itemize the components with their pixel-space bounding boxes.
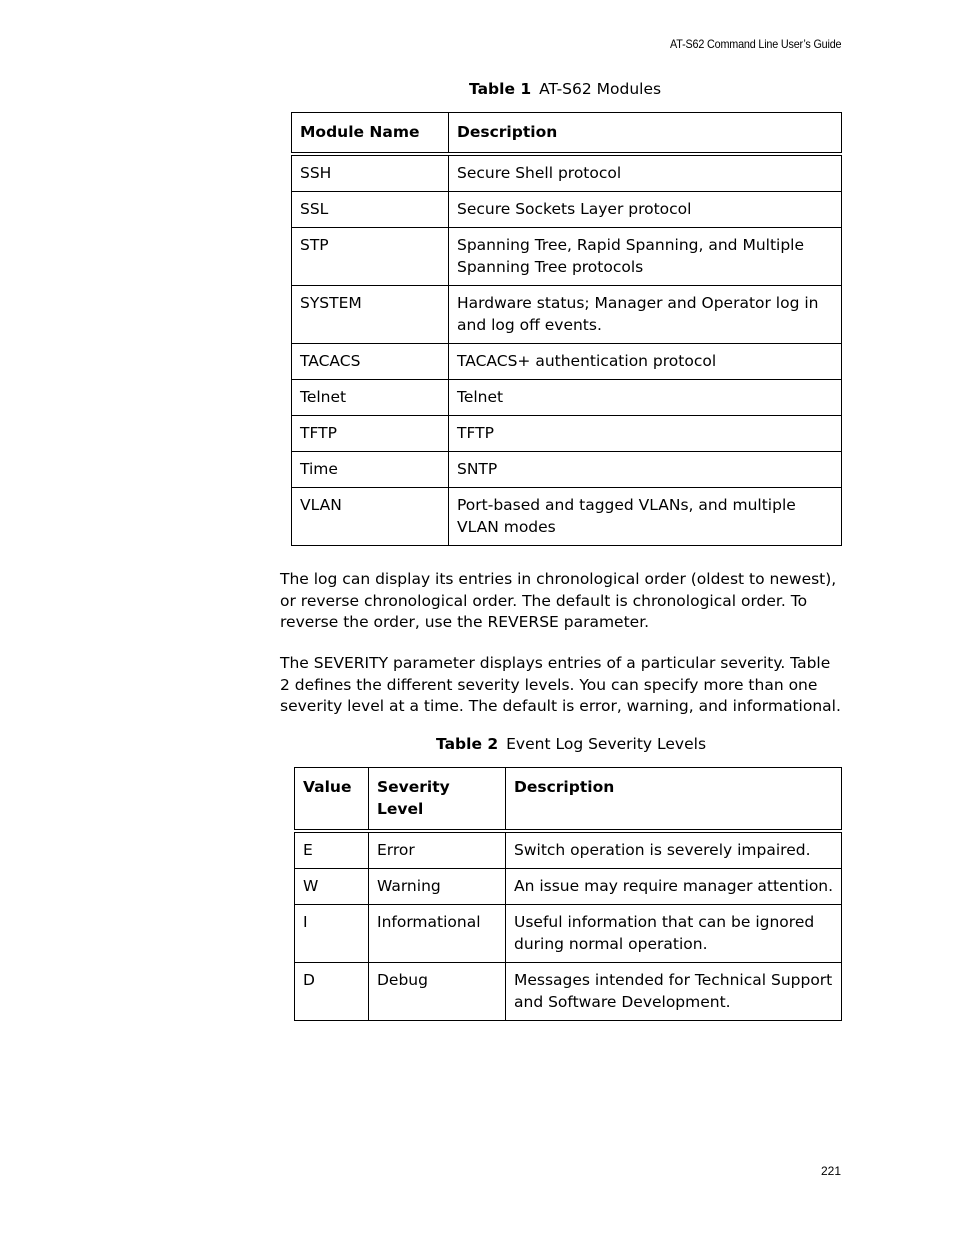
module-name-cell: TACACS bbox=[292, 344, 449, 380]
description-cell: Switch operation is severely impaired. bbox=[506, 831, 842, 869]
description-cell: Secure Sockets Layer protocol bbox=[449, 192, 842, 228]
table2-caption bbox=[436, 735, 706, 753]
severity-level-cell: Warning bbox=[369, 869, 506, 905]
module-name-cell: Telnet bbox=[292, 380, 449, 416]
severity-level-cell: Debug bbox=[369, 963, 506, 1021]
table-row bbox=[292, 192, 842, 228]
table2-caption-label: Table 2 bbox=[436, 735, 499, 753]
column-header-module-name: Module Name bbox=[292, 113, 449, 155]
table-row bbox=[295, 963, 842, 1021]
description-cell: Telnet bbox=[449, 380, 842, 416]
description-cell: Spanning Tree, Rapid Spanning, and Multiple Spanning Tree protocols bbox=[449, 228, 842, 286]
severity-paragraph: The SEVERITY parameter displays entries of a particular severity. Table 2 defines the different severity levels. You can specify more than one severity level at a time. The default is error, warning, and informational. bbox=[280, 654, 841, 715]
severity-level-cell: Informational bbox=[369, 905, 506, 963]
table-row bbox=[292, 452, 842, 488]
table-row bbox=[292, 380, 842, 416]
module-name-cell: SSL bbox=[292, 192, 449, 228]
table-row bbox=[295, 869, 842, 905]
description-cell: Messages intended for Technical Support and Software Development. bbox=[506, 963, 842, 1021]
table-row bbox=[295, 831, 842, 869]
module-name-cell: TFTP bbox=[292, 416, 449, 452]
module-name-cell: SYSTEM bbox=[292, 286, 449, 344]
value-cell: D bbox=[295, 963, 369, 1021]
table-row bbox=[292, 416, 842, 452]
table-header-row bbox=[292, 113, 842, 155]
column-header-description: Description bbox=[449, 113, 842, 155]
module-name-cell: Time bbox=[292, 452, 449, 488]
column-header-description: Description bbox=[506, 768, 842, 832]
description-cell: Hardware status; Manager and Operator log in and log off events. bbox=[449, 286, 842, 344]
table1-caption bbox=[469, 80, 661, 98]
column-header-value: Value bbox=[295, 768, 369, 832]
value-cell: I bbox=[295, 905, 369, 963]
module-name-cell: VLAN bbox=[292, 488, 449, 546]
description-cell: Secure Shell protocol bbox=[449, 154, 842, 192]
table-row bbox=[295, 905, 842, 963]
table-row bbox=[292, 154, 842, 192]
value-cell: W bbox=[295, 869, 369, 905]
table-row bbox=[292, 488, 842, 546]
value-cell: E bbox=[295, 831, 369, 869]
description-cell: Useful information that can be ignored during normal operation. bbox=[506, 905, 842, 963]
table-header-row bbox=[295, 768, 842, 832]
table-row bbox=[292, 228, 842, 286]
description-cell: Port-based and tagged VLANs, and multiple VLAN modes bbox=[449, 488, 842, 546]
table1-caption-title: AT-S62 Modules bbox=[539, 80, 662, 98]
table1-caption-label: Table 1 bbox=[469, 80, 532, 98]
table-row bbox=[292, 286, 842, 344]
module-name-cell: SSH bbox=[292, 154, 449, 192]
severity-level-cell: Error bbox=[369, 831, 506, 869]
running-header: AT-S62 Command Line User’s Guide bbox=[669, 37, 841, 51]
description-cell: SNTP bbox=[449, 452, 842, 488]
page-number: 221 bbox=[820, 1164, 841, 1178]
module-name-cell: STP bbox=[292, 228, 449, 286]
modules-table bbox=[291, 112, 842, 546]
severity-levels-table bbox=[294, 767, 842, 1021]
column-header-severity-level: Severity Level bbox=[369, 768, 506, 832]
table2-caption-title: Event Log Severity Levels bbox=[506, 735, 707, 753]
description-cell: TFTP bbox=[449, 416, 842, 452]
table-row bbox=[292, 344, 842, 380]
description-cell: TACACS+ authentication protocol bbox=[449, 344, 842, 380]
log-order-paragraph: The log can display its entries in chronological order (oldest to newest), or reverse chronological order. The default is chronological order. To reverse the order, use the REVERSE parameter. bbox=[280, 570, 837, 631]
description-cell: An issue may require manager attention. bbox=[506, 869, 842, 905]
